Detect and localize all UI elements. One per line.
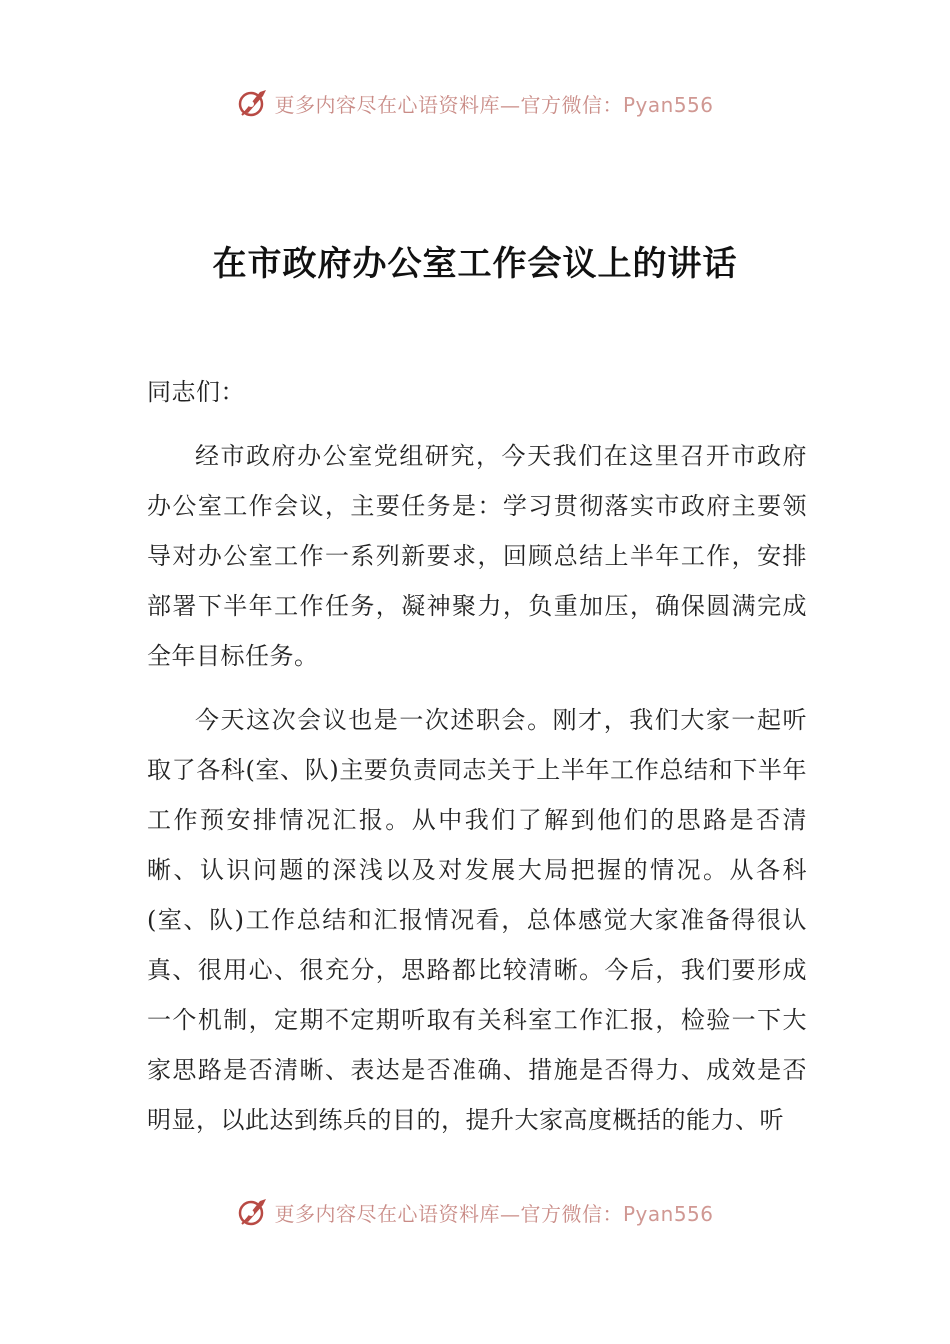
header-banner-site: 更多内容尽在心语资料库	[274, 92, 500, 117]
header-banner-wechat-id: Pyan556	[622, 92, 714, 117]
footer-banner-label: 官方微信：	[520, 1201, 623, 1226]
footer-banner-text	[274, 1198, 713, 1227]
paragraph-1: 经市政府办公室党组研究，今天我们在这里召开市政府办公室工作会议，主要任务是：学习贯彻落实市政府主要领导对办公室工作一系列新要求，回顾总结上半年工作，安排部署下半年工作任务，凝神聚力，负重加压，确保圆满完成全年目标任务。	[147, 442, 807, 670]
footer-banner-site: 更多内容尽在心语资料库	[274, 1201, 500, 1226]
footer-banner	[0, 1192, 950, 1232]
header-banner-label: 官方微信：	[520, 92, 623, 117]
document-title: 在市政府办公室工作会议上的讲话	[212, 244, 738, 284]
header-banner-dash: —	[499, 92, 521, 117]
header-banner-text	[274, 89, 713, 118]
paragraph-2: 今天这次会议也是一次述职会。刚才，我们大家一起听取了各科(室、队)主要负责同志关于上半年工作总结和下半年工作预安排情况汇报。从中我们了解到他们的思路是否清晰、认识问题的深浅以及对发展大局把握的情况。从各科(室、队)工作总结和汇报情况看，总体感觉大家准备得很认真、很用心、很充分，思路都比较清晰。今后，我们要形成一个机制，定期不定期听取有关科室工作汇报，检验一下大家思路是否清晰、表达是否准确、措施是否得力、成效是否明显，以此达到练兵的目的，提升大家高度概括的能力、听	[147, 706, 807, 1134]
document-body	[147, 367, 807, 1145]
header-banner	[0, 83, 950, 123]
quill-logo-icon	[236, 86, 270, 120]
quill-logo-icon	[236, 1195, 270, 1229]
footer-banner-wechat-id: Pyan556	[622, 1201, 714, 1226]
salutation: 同志们：	[147, 378, 245, 406]
footer-banner-dash: —	[499, 1201, 521, 1226]
